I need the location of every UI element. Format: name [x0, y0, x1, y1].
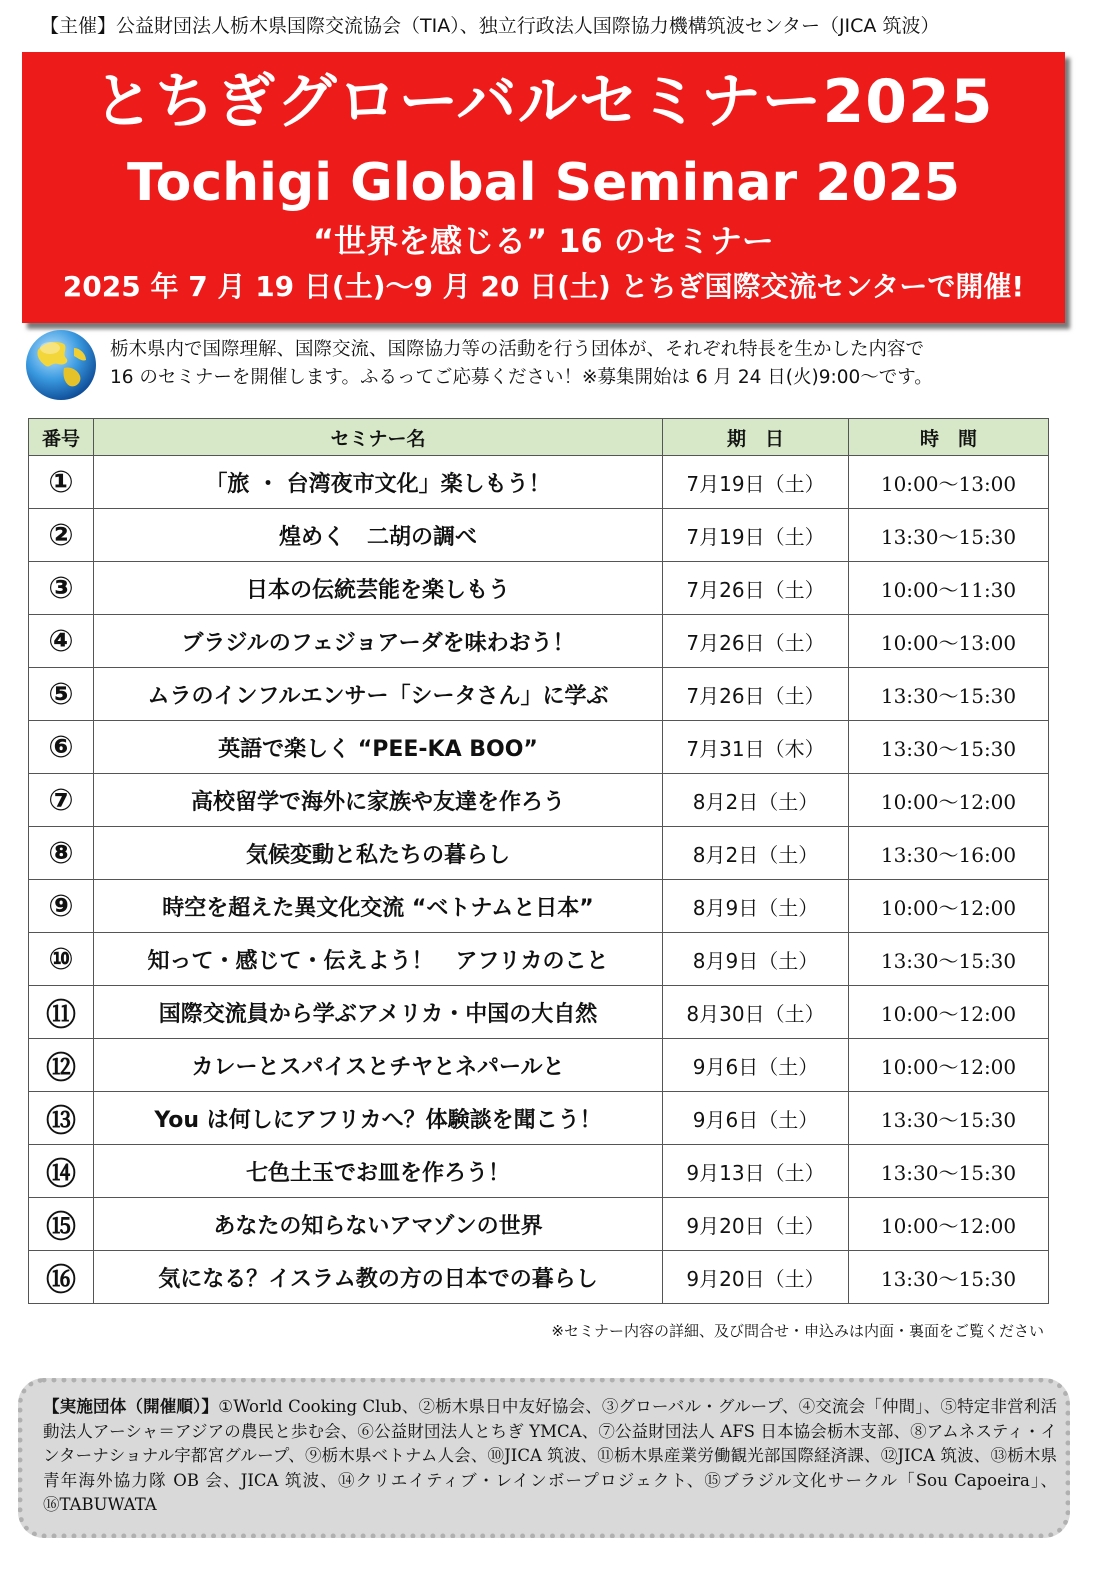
table-row — [29, 456, 1049, 509]
table-row — [29, 880, 1049, 933]
row-num: ⑩ — [29, 933, 94, 986]
row-date: 7月19日（土） — [663, 456, 849, 509]
row-num: ⑤ — [29, 668, 94, 721]
row-time: 13:30～15:30 — [849, 1092, 1049, 1145]
event-dates: 2025 年 7 月 19 日(土)～9 月 20 日(土) とちぎ国際交流センターで開催! — [62, 270, 1025, 303]
table-row — [29, 827, 1049, 880]
table-row — [29, 509, 1049, 562]
row-time: 10:00～12:00 — [849, 880, 1049, 933]
row-num: ⑧ — [29, 827, 94, 880]
seminar-table — [28, 418, 1049, 1304]
row-time: 13:30～15:30 — [849, 1251, 1049, 1304]
row-title: ブラジルのフェジョアーダを味わおう！ — [94, 615, 663, 668]
row-title: カレーとスパイスとチヤとネパールと — [94, 1039, 663, 1092]
row-date: 9月20日（土） — [663, 1198, 849, 1251]
row-date: 8月30日（土） — [663, 986, 849, 1039]
row-num: ⑦ — [29, 774, 94, 827]
organizations-label: 【実施団体（開催順）】 — [43, 1397, 219, 1416]
table-row — [29, 562, 1049, 615]
row-date: 8月9日（土） — [663, 880, 849, 933]
row-time: 10:00～12:00 — [849, 1039, 1049, 1092]
row-num: ⑨ — [29, 880, 94, 933]
row-num: ⑫ — [29, 1039, 94, 1092]
table-row — [29, 774, 1049, 827]
row-title: 七色土玉でお皿を作ろう！ — [94, 1145, 663, 1198]
row-time: 10:00～13:00 — [849, 456, 1049, 509]
row-date: 7月26日（土） — [663, 562, 849, 615]
row-time: 13:30～15:30 — [849, 933, 1049, 986]
row-num: ⑥ — [29, 721, 94, 774]
table-row — [29, 721, 1049, 774]
table-row — [29, 933, 1049, 986]
row-num: ⑪ — [29, 986, 94, 1039]
row-num: ② — [29, 509, 94, 562]
row-time: 13:30～15:30 — [849, 509, 1049, 562]
row-title: 高校留学で海外に家族や友達を作ろう — [94, 774, 663, 827]
title-banner — [22, 52, 1065, 323]
row-title: 英語で楽しく “PEE-KA BOO” — [94, 721, 663, 774]
table-row — [29, 1198, 1049, 1251]
row-title: 気候変動と私たちの暮らし — [94, 827, 663, 880]
row-num: ④ — [29, 615, 94, 668]
row-num: ③ — [29, 562, 94, 615]
table-row — [29, 1039, 1049, 1092]
row-num: ① — [29, 456, 94, 509]
table-row — [29, 668, 1049, 721]
row-date: 8月9日（土） — [663, 933, 849, 986]
intro-line-1: 栃木県内で国際理解、国際交流、国際協力等の活動を行う団体が、それぞれ特長を生かした内容で — [110, 339, 925, 360]
row-date: 7月26日（土） — [663, 668, 849, 721]
organizations-box — [18, 1378, 1070, 1538]
row-time: 10:00～13:00 — [849, 615, 1049, 668]
globe-icon — [24, 328, 98, 402]
row-num: ⑮ — [29, 1198, 94, 1251]
footnote: ※セミナー内容の詳細、及び問合せ・申込みは内面・裏面をご覧ください — [551, 1322, 1044, 1340]
row-date: 8月2日（土） — [663, 774, 849, 827]
intro-text — [110, 336, 1070, 392]
row-date: 7月26日（土） — [663, 615, 849, 668]
row-title: 知って・感じて・伝えよう！ アフリカのこと — [94, 933, 663, 986]
table-row — [29, 1145, 1049, 1198]
row-title: ムラのインフルエンサー「シータさん」に学ぶ — [94, 668, 663, 721]
header-num: 番号 — [29, 419, 94, 456]
title-japanese: とちぎグローバルセミナー2025 — [93, 67, 994, 137]
row-time: 10:00～12:00 — [849, 1198, 1049, 1251]
row-title: 気になる？イスラム教の方の日本での暮らし — [94, 1251, 663, 1304]
organizations-list: ①World Cooking Club、②栃木県日中友好協会、③グローバル・グループ、④交流会「仲間」、⑤特定非営利活動法人アーシャ＝アジアの農民と歩む会、⑥公益財団法人とちぎ YMCA、⑦公益財団法人 AFS 日本協会栃木支部、⑧アムネスティ・インターナショナル宇都宮グループ、⑨栃木県ベトナム人会、⑩JICA 筑波、⑪栃木県産業労働観光部国際経済課、⑫JICA 筑波、⑬栃木県青年海外協力隊 OB 会、JICA 筑波、⑭クリエイティブ・レインボープロジェクト、⑮ブラジル文化サークル「Sou Capoeira」、⑯TABUWATA — [43, 1397, 1057, 1514]
row-num: ⑬ — [29, 1092, 94, 1145]
row-date: 9月13日（土） — [663, 1145, 849, 1198]
header-title: セミナー名 — [94, 419, 663, 456]
row-date: 9月20日（土） — [663, 1251, 849, 1304]
row-title: あなたの知らないアマゾンの世界 — [94, 1198, 663, 1251]
row-date: 9月6日（土） — [663, 1092, 849, 1145]
row-num: ⑭ — [29, 1145, 94, 1198]
row-time: 13:30～15:30 — [849, 721, 1049, 774]
row-time: 13:30～15:30 — [849, 1145, 1049, 1198]
row-time: 13:30～15:30 — [849, 668, 1049, 721]
row-time: 10:00～12:00 — [849, 986, 1049, 1039]
header-date: 期 日 — [663, 419, 849, 456]
row-num: ⑯ — [29, 1251, 94, 1304]
row-date: 8月2日（土） — [663, 827, 849, 880]
table-row — [29, 615, 1049, 668]
row-date: 7月19日（土） — [663, 509, 849, 562]
row-time: 13:30～16:00 — [849, 827, 1049, 880]
row-title: 国際交流員から学ぶアメリカ・中国の大自然 — [94, 986, 663, 1039]
row-date: 9月6日（土） — [663, 1039, 849, 1092]
table-row — [29, 1251, 1049, 1304]
table-row — [29, 1092, 1049, 1145]
header-time: 時 間 — [849, 419, 1049, 456]
organizations-text — [43, 1395, 1057, 1518]
organizer-line: 【主催】公益財団法人栃木県国際交流協会（TIA）、独立行政法人国際協力機構筑波センター（JICA 筑波） — [40, 15, 940, 37]
row-title: 日本の伝統芸能を楽しもう — [94, 562, 663, 615]
row-title: 時空を超えた異文化交流 “ベトナムと日本” — [94, 880, 663, 933]
row-time: 10:00～12:00 — [849, 774, 1049, 827]
title-english: Tochigi Global Seminar 2025 — [127, 153, 960, 213]
row-title: 煌めく 二胡の調べ — [94, 509, 663, 562]
intro-line-2: 16 のセミナーを開催します。ふるってご応募ください！※募集開始は 6 月 24 日(火)9:00～です。 — [110, 367, 933, 388]
row-time: 10:00～11:30 — [849, 562, 1049, 615]
table-row — [29, 986, 1049, 1039]
row-title: 「旅 ・ 台湾夜市文化」楽しもう！ — [94, 456, 663, 509]
row-date: 7月31日（木） — [663, 721, 849, 774]
table-header-row — [29, 419, 1049, 456]
subtitle: “世界を感じる” 16 のセミナー — [313, 222, 774, 260]
row-title: You は何しにアフリカへ？体験談を聞こう！ — [94, 1092, 663, 1145]
